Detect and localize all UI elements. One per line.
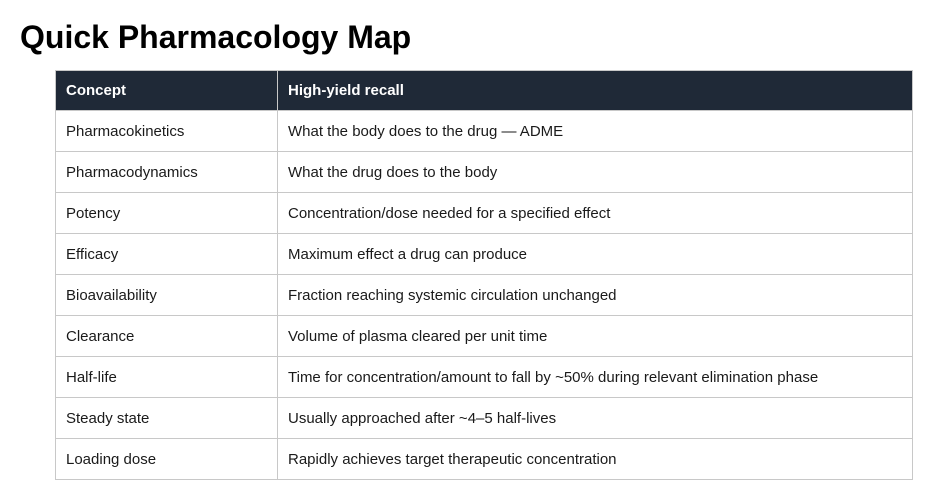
recall-cell: Maximum effect a drug can produce [278,234,913,275]
column-header-high-yield-recall: High-yield recall [278,71,913,111]
page-title: Quick Pharmacology Map [20,19,412,55]
table-row [56,275,913,316]
table-row [56,111,913,152]
recall-cell: Concentration/dose needed for a specified effect [278,193,913,234]
table-row [56,152,913,193]
concept-cell: Potency [56,193,278,234]
concept-cell: Steady state [56,398,278,439]
table-row [56,357,913,398]
recall-cell: Rapidly achieves target therapeutic concentration [278,439,913,480]
table-row [56,398,913,439]
column-header-concept: Concept [56,71,278,111]
concept-cell: Pharmacokinetics [56,111,278,152]
recall-cell: What the drug does to the body [278,152,913,193]
pharmacology-table [55,70,913,480]
concept-cell: Pharmacodynamics [56,152,278,193]
concept-cell: Half-life [56,357,278,398]
recall-cell: Usually approached after ~4–5 half-lives [278,398,913,439]
concept-cell: Clearance [56,316,278,357]
concept-cell: Bioavailability [56,275,278,316]
concept-cell: Efficacy [56,234,278,275]
table-row [56,234,913,275]
recall-cell: Volume of plasma cleared per unit time [278,316,913,357]
table-header-row [56,71,913,111]
recall-cell: Fraction reaching systemic circulation unchanged [278,275,913,316]
table-row [56,439,913,480]
concept-cell: Loading dose [56,439,278,480]
recall-cell: What the body does to the drug — ADME [278,111,913,152]
table-row [56,316,913,357]
recall-cell: Time for concentration/amount to fall by ~50% during relevant elimination phase [278,357,913,398]
table-row [56,193,913,234]
